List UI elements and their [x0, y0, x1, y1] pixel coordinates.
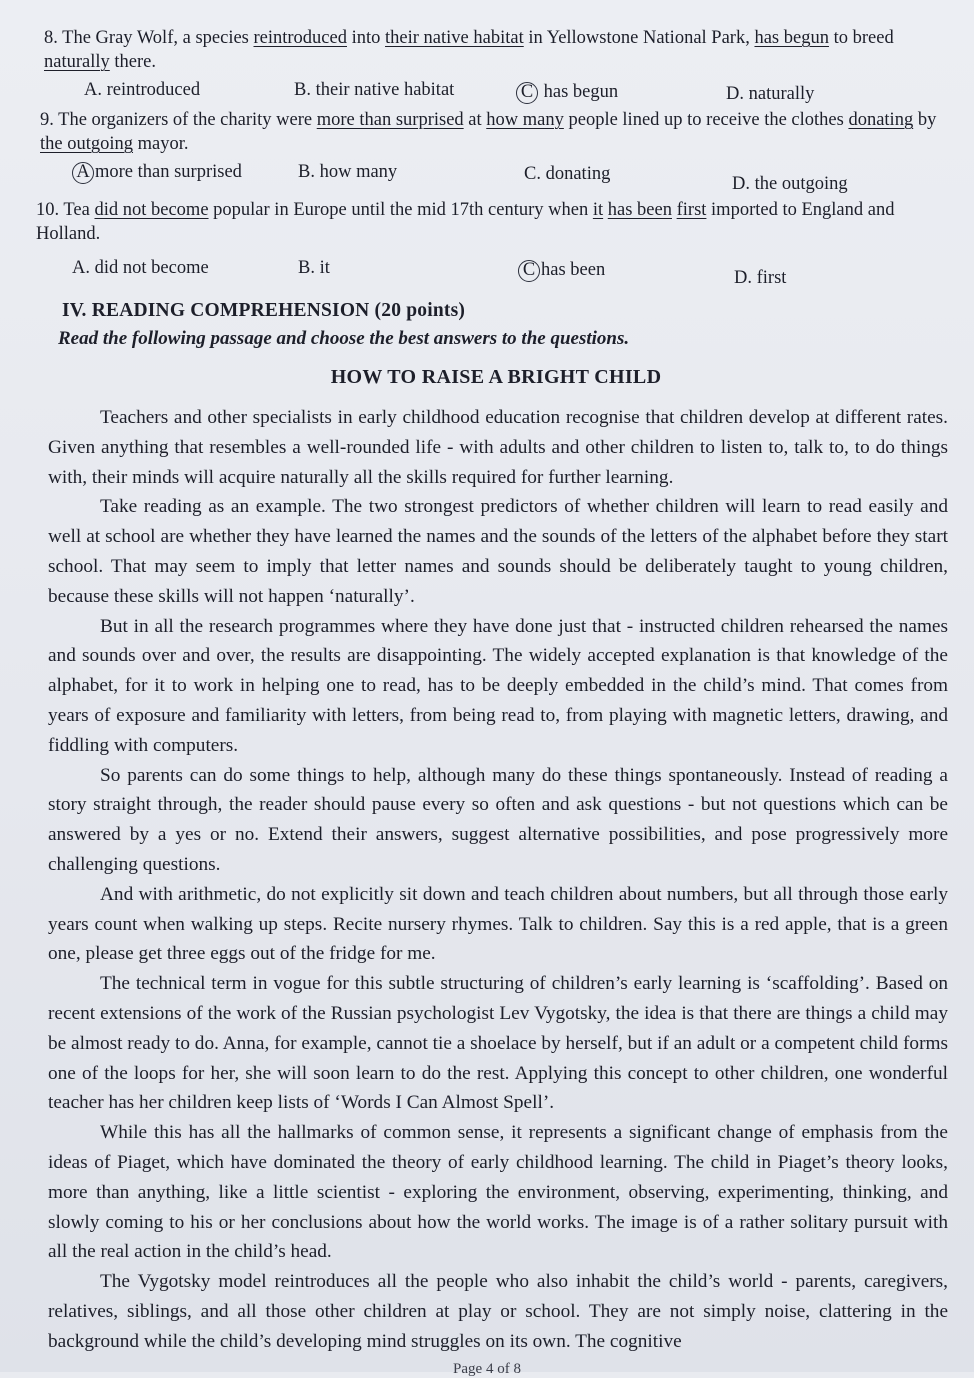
options: [72, 160, 948, 196]
question-stem: [40, 110, 936, 154]
passage-title: HOW TO RAISE A BRIGHT CHILD: [330, 366, 662, 388]
underlined-text: naturally: [44, 52, 110, 72]
option-letter: D.: [726, 84, 744, 104]
option-text: did not become: [94, 258, 209, 278]
option-b[interactable]: [298, 160, 524, 196]
underlined-text: reintroduced: [253, 28, 347, 48]
question-number: 8.: [44, 28, 58, 48]
options: [84, 78, 948, 106]
underlined-text: donating: [848, 110, 914, 130]
passage-paragraph: Take reading as an example. The two strongest predictors of whether children will learn to read easily and well at school are whether they have learned the names and the sounds of the letters of the alphabet before they start school. That may seem to imply that letter names and sounds should be deliberately taught to young children, because these skills will not happen ‘naturally’.: [48, 496, 948, 607]
option-d[interactable]: [726, 82, 814, 106]
option-d[interactable]: [732, 172, 848, 196]
passage-paragraph: Teachers and other specialists in early childhood education recognise that children develop at different rates. Given anything that resembles a well-rounded life - with adults and other children to listen to, talk to, to do things with, their minds will acquire naturally all the skills required for further learning.: [48, 407, 948, 488]
underlined-text: did not become: [94, 200, 209, 220]
answer-circle: C: [516, 82, 538, 104]
option-text: the outgoing: [754, 174, 848, 194]
answer-circle: A: [72, 162, 94, 184]
passage-paragraph: While this has all the hallmarks of common sense, it represents a significant change of emphasis from the ideas of Piaget, which have dominated the theory of early childhood learning. The child in Piaget’s theory looks, more than anything, like a little scientist - exploring the environment, observing, experimenting, thinking, and slowly coming to his or her conclusions about how the world works. The image is of a rather solitary pursuit with all the real action in the child’s head.: [48, 1122, 948, 1263]
option-text: first: [756, 268, 787, 288]
question-8: [44, 26, 948, 106]
option-letter: A.: [84, 80, 102, 100]
question-number: 10.: [36, 200, 60, 220]
option-letter: B.: [294, 80, 311, 100]
question-number: 9.: [40, 110, 54, 130]
stem-text: at: [463, 110, 487, 130]
option-text: reintroduced: [106, 80, 201, 100]
stem-text: imported to England and Holland.: [36, 200, 895, 244]
option-text: their native habitat: [315, 80, 455, 100]
section-heading: IV. READING COMPREHENSION (20 points): [62, 300, 466, 321]
section-instruction: Read the following passage and choose the best answers to the questions.: [58, 328, 630, 349]
option-letter: B.: [298, 258, 315, 278]
options: [72, 256, 948, 290]
stem-text: to breed: [828, 28, 894, 48]
passage-paragraph: The Vygotsky model reintroduces all the people who also inhabit the child’s world - parents, caregivers, relatives, siblings, and all those other children at play or school. They are not simply noise, clattering in the background while the child’s developing mind struggles on its own. The cognitive: [48, 1271, 948, 1352]
underlined-text: their native habitat: [385, 28, 524, 48]
option-c[interactable]: [516, 80, 726, 106]
underlined-text: more than surprised: [316, 110, 464, 130]
option-text: naturally: [748, 84, 815, 104]
option-a[interactable]: [84, 78, 294, 106]
stem-text: in Yellowstone National Park,: [523, 28, 755, 48]
stem-text: people lined up to receive the clothes: [563, 110, 849, 130]
underlined-text: it: [592, 200, 604, 220]
stem-text: into: [347, 28, 386, 48]
underlined-text: the outgoing: [40, 134, 134, 154]
option-text: more than surprised: [95, 162, 242, 182]
underlined-text: has been: [607, 200, 672, 220]
underlined-text: first: [676, 200, 707, 220]
passage-paragraph: And with arithmetic, do not explicitly sit down and teach children about numbers, but all through those early years count when walking up steps. Recite nursery rhymes. Talk to children. Say this is a red apple, that is a green one, please get three eggs out of the fridge for me.: [48, 883, 948, 965]
underlined-text: how many: [486, 110, 564, 130]
stem-text: Tea: [63, 200, 95, 220]
answer-circle: C: [518, 260, 540, 282]
option-text: has begun: [543, 82, 619, 102]
question-9: [40, 108, 948, 196]
stem-text: The organizers of the charity were: [58, 110, 317, 130]
passage-paragraph: So parents can do some things to help, although many do these things spontaneously. Instead of reading a story straight through, the reader should pause every so often and ask questions - but not questions which can be answered by a yes or no. Extend their answers, suggest alternative possibilities, and pose progressively more challenging questions.: [48, 764, 948, 875]
stem-text: popular in Europe until the mid 17th century when: [208, 200, 593, 220]
option-b[interactable]: [298, 256, 518, 290]
option-text: it: [319, 258, 330, 278]
passage: [48, 403, 948, 1357]
option-d[interactable]: [734, 266, 786, 290]
page-number: Page 4 of 8: [453, 1361, 521, 1377]
option-text: has been: [541, 260, 606, 280]
underlined-text: has begun: [754, 28, 829, 48]
question-stem: [36, 200, 894, 244]
option-letter: A.: [72, 258, 90, 278]
option-letter: C.: [524, 164, 541, 184]
question-stem: [44, 28, 894, 72]
stem-text: The Gray Wolf, a species: [62, 28, 254, 48]
option-c[interactable]: [524, 162, 732, 196]
passage-paragraph: But in all the research programmes where they have done just that - instructed children rehearsed the names and sounds over and over, the results are disappointing. The widely accepted explanation is that knowledge of the alphabet, for it to work in helping one to read, has to be deeply embedded in the child’s mind. That comes from years of exposure and familiarity with letters, from being read to, from playing with magnetic letters, drawing, and fiddling with computers.: [48, 615, 948, 756]
option-letter: D.: [732, 174, 750, 194]
option-c[interactable]: [518, 258, 734, 290]
passage-paragraph: The technical term in vogue for this subtle structuring of children’s early learning is ‘scaffolding’. Based on recent extensions of the work of the Russian psychologist Lev Vygotsky, the idea is that there are things a child may be almost ready to do. Anna, for example, cannot tie a shoelace by herself, but if an adult or a competent child forms one of the loops for her, she will soon learn to do the rest. Applying this concept to other children, one wonderful teacher has her children keep lists of ‘Words I Can Almost Spell’.: [48, 973, 948, 1114]
option-letter: D.: [734, 268, 752, 288]
question-10: [36, 198, 948, 290]
option-b[interactable]: [294, 78, 516, 106]
option-a[interactable]: [72, 256, 298, 290]
stem-text: there.: [109, 52, 156, 72]
option-a[interactable]: [72, 160, 298, 196]
option-text: how many: [319, 162, 398, 182]
option-letter: B.: [298, 162, 315, 182]
stem-text: mayor.: [133, 134, 189, 154]
option-text: donating: [545, 164, 611, 184]
stem-text: by: [913, 110, 937, 130]
